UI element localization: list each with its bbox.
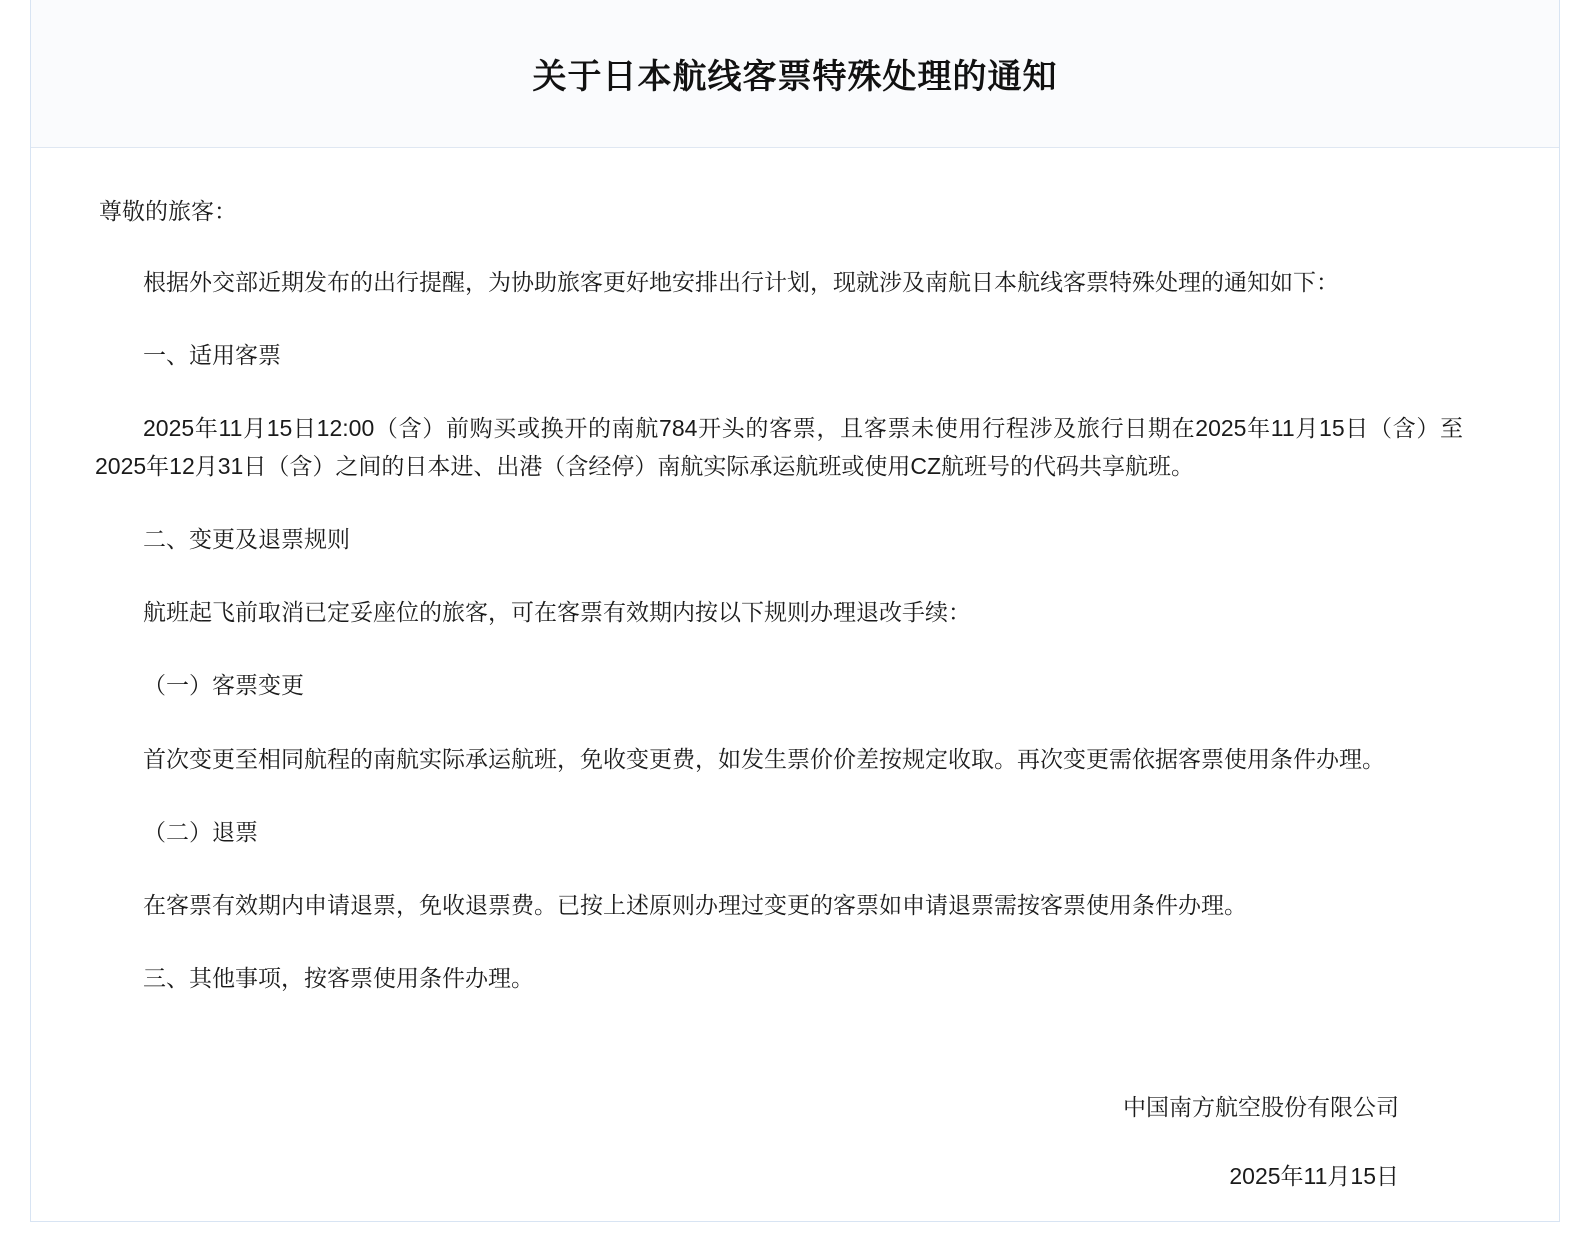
- page-title: 关于日本航线客票特殊处理的通知: [532, 58, 1058, 96]
- signature-company: 中国南方航空股份有限公司: [1123, 1093, 1399, 1120]
- section-heading-2: 二、变更及退票规则: [143, 525, 350, 552]
- subsection-heading-1: （一）客票变更: [143, 672, 304, 699]
- section-body-1: 2025年11月15日12:00（含）前购买或换开的南航784开头的客票，且客票未使用行程涉及旅行日期在2025年11月15日（含）至2025年12月31日（含）之间的日本进、出港（含经停）南航实际承运航班或使用CZ航班号的代码共享航班。: [95, 415, 1463, 479]
- subsection-body-1: 首次变更至相同航程的南航实际承运航班，免收变更费，如发生票价价差按规定收取。再次变更需依据客票使用条件办理。: [143, 745, 1385, 772]
- signature-block: [95, 1094, 1463, 1191]
- subsection-heading-2: （二）退票: [143, 818, 258, 845]
- document-body: [31, 149, 1559, 1221]
- document-header: [31, 0, 1559, 148]
- signature-date: 2025年11月15日: [1229, 1163, 1399, 1190]
- section-heading-3: 三、其他事项，按客票使用条件办理。: [143, 965, 534, 992]
- section-body-2: 航班起飞前取消已定妥座位的旅客，可在客票有效期内按以下规则办理退改手续：: [143, 599, 971, 626]
- intro-paragraph: 根据外交部近期发布的出行提醒，为协助旅客更好地安排出行计划，现就涉及南航日本航线客票特殊处理的通知如下：: [143, 268, 1339, 295]
- section-heading-1: 一、适用客票: [143, 342, 281, 369]
- salutation: 尊敬的旅客：: [99, 198, 237, 224]
- subsection-body-2: 在客票有效期内申请退票，免收退票费。已按上述原则办理过变更的客票如申请退票需按客票使用条件办理。: [143, 892, 1247, 919]
